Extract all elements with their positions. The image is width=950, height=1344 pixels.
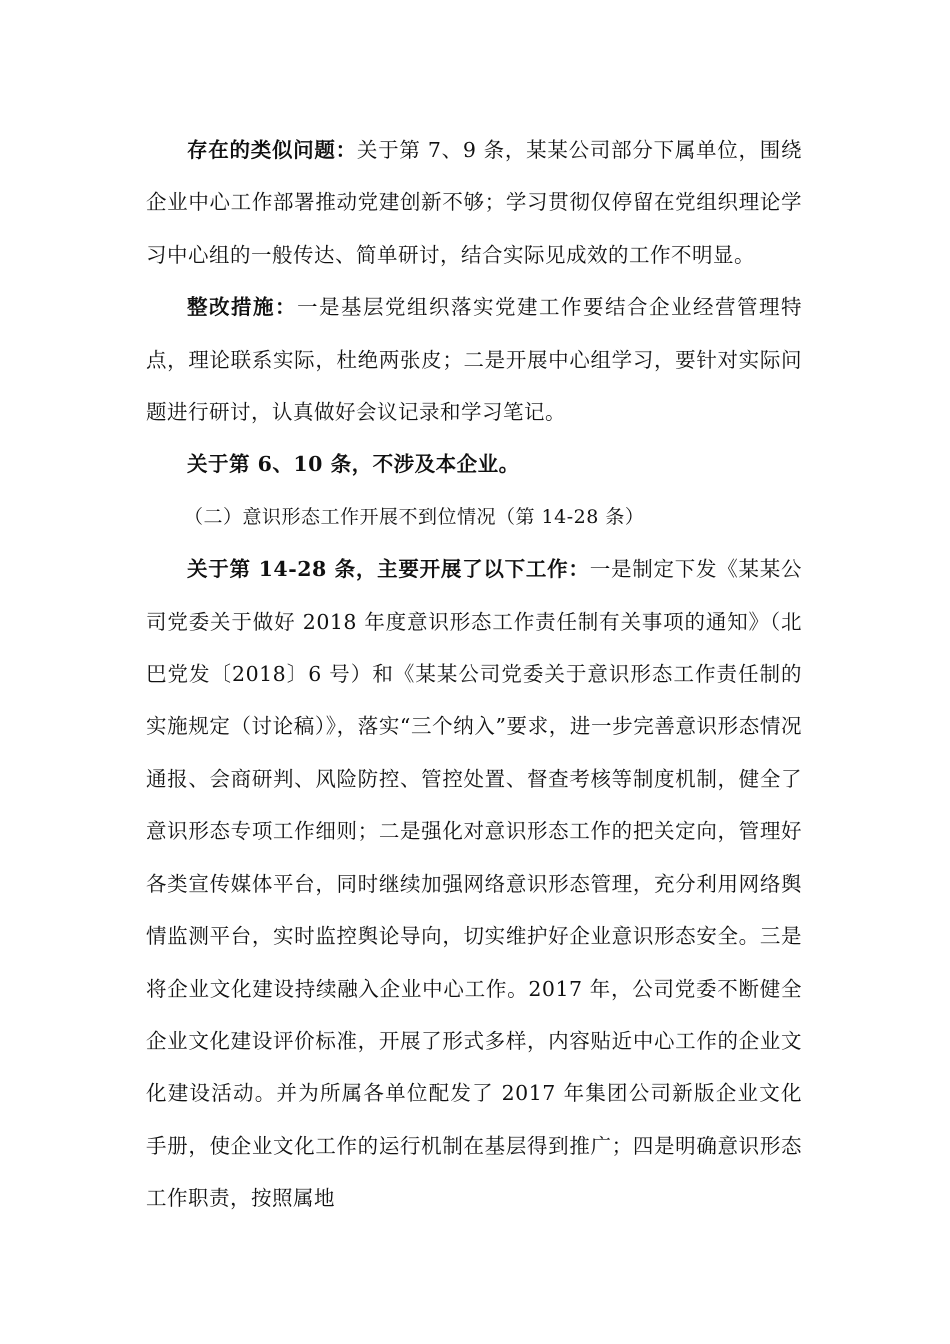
paragraph-body: 关于第 7、9 条，某某公司部分下属单位，围绕企业中心工作部署推动党建创新不够；学习贯彻仅停留在党组织理论学习中心组的一般传达、简单研讨，结合实际见成效的工作不明显。	[146, 138, 803, 267]
section-heading: （二）意识形态工作开展不到位情况（第 14-28 条）	[184, 505, 645, 528]
paragraph-lead: 存在的类似问题：	[187, 138, 357, 162]
paragraph-body: 一是制定下发《某某公司党委关于做好 2018 年度意识形态工作责任制有关事项的通知》（北巴党发〔2018〕6 号）和《某某公司党委关于意识形态工作责任制的实施规定（讨论稿）》，落实“三个纳入”要求，进一步完善意识形态情况通报、会商研判、风险防控、管控处置、督查考核等制度机制，健全了意识形态专项工作细则；二是强化对意识形态工作的把关定向，管理好各类宣传媒体平台，同时继续加强网络意识形态管理，充分利用网络舆情监测平台，实时监控舆论导向，切实维护好企业意识形态安全。三是将企业文化建设持续融入企业中心工作。2017 年，公司党委不断健全企业文化建设评价标准，开展了形式多样，内容贴近中心工作的企业文化建设活动。并为所属各单位配发了 2017 年集团公司新版企业文化手册，使企业文化工作的运行机制在基层得到推广；四是明确意识形态工作职责，按照属地	[146, 557, 803, 1211]
paragraph-body: 一是基层党组织落实党建工作要结合企业经营管理特点，理论联系实际，杜绝两张皮；二是开展中心组学习，要针对实际问题进行研讨，认真做好会议记录和学习笔记。	[146, 295, 802, 425]
paragraph-work-carried-out	[146, 543, 802, 1224]
document-page	[146, 124, 802, 1225]
paragraph-lead: 关于第 14-28 条，主要开展了以下工作：	[187, 557, 590, 582]
paragraph-not-applicable: 关于第 6、10 条，不涉及本企业。	[187, 452, 520, 477]
paragraph-rectification-measures	[146, 281, 802, 438]
paragraph-similar-problems	[146, 124, 802, 281]
paragraph-lead: 整改措施：	[187, 295, 297, 320]
